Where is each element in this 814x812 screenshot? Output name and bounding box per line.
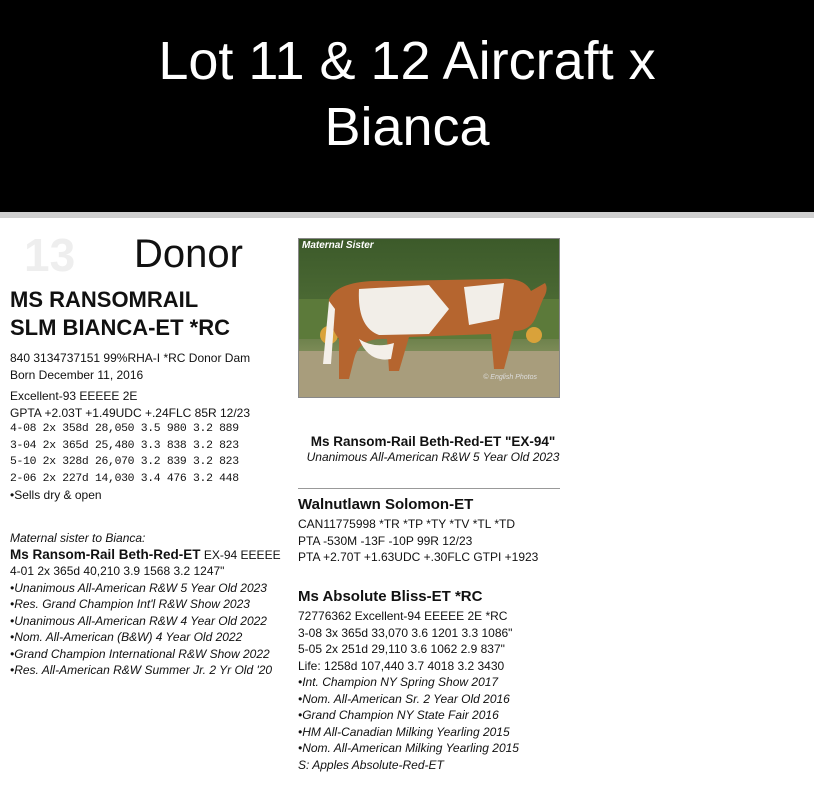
donor-name-line-2: SLM BIANCA-ET *RC xyxy=(10,315,230,340)
sister-score: EX-94 EEEEE xyxy=(200,547,281,562)
maternal-sister-block xyxy=(10,530,281,679)
dam-block xyxy=(298,586,519,773)
sister-name: Ms Ransom-Rail Beth-Red-ET xyxy=(10,546,201,562)
banner-title-line-2: Bianca xyxy=(324,97,490,157)
dam-award: •Grand Champion NY State Fair 2016 xyxy=(298,708,499,722)
sister-award: •Unanimous All-American R&W 4 Year Old 2022 xyxy=(10,613,267,628)
donor-id-block xyxy=(10,350,250,383)
donor-stats xyxy=(10,388,250,504)
dam-line: 72776362 Excellent-94 EEEEE 2E *RC xyxy=(298,609,508,623)
dam-award: •Nom. All-American Sr. 2 Year Old 2016 xyxy=(298,691,510,706)
photo-credit: © English Photos xyxy=(483,374,537,381)
donor-name-line-1: MS RANSOMRAIL xyxy=(10,287,199,312)
sister-award: •Unanimous All-American R&W 5 Year Old 2023 xyxy=(10,580,267,595)
caption-name: Ms Ransom-Rail Beth-Red-ET "EX-94" xyxy=(310,434,556,449)
donor-stat-line: •Sells dry & open xyxy=(10,488,102,502)
dam-award: •HM All-Canadian Milking Yearling 2015 xyxy=(298,724,510,739)
donor-record-line: 5-10 2x 328d 26,070 3.2 839 3.2 823 xyxy=(10,456,239,468)
donor-stat-line: GPTA +2.03T +1.49UDC +.24FLC 85R 12/23 xyxy=(10,405,251,420)
lot-number: 13 xyxy=(24,229,76,281)
sire-line: PTA -530M -13F -10P 99R 12/23 xyxy=(298,533,473,548)
sister-award: •Res. Grand Champion Int'l R&W Show 2023 xyxy=(10,597,250,611)
dam-line: Life: 1258d 107,440 3.7 4018 3.2 3430 xyxy=(298,658,505,673)
banner-title-line-1: Lot 11 & 12 Aircraft x xyxy=(158,31,656,91)
dam-line: 5-05 2x 251d 29,110 3.6 1062 2.9 837" xyxy=(298,642,505,656)
donor-id-line: 840 3134737151 99%RHA-I *RC Donor Dam xyxy=(10,351,251,365)
donor-record-line: 3-04 2x 365d 25,480 3.3 838 3.2 823 xyxy=(10,439,239,452)
caption-sub: Unanimous All-American R&W 5 Year Old 2023 xyxy=(306,450,560,464)
donor-born: Born December 11, 2016 xyxy=(10,367,144,382)
sister-award: •Grand Champion International R&W Show 2022 xyxy=(10,646,270,661)
sister-record: 4-01 2x 365d 40,210 3.9 1568 3.2 1247" xyxy=(10,564,225,578)
donor-stat-line: Excellent-93 EEEEE 2E xyxy=(10,389,138,403)
sister-title xyxy=(10,547,281,564)
sire-line: CAN11775998 *TR *TP *TY *TV *TL *TD xyxy=(298,517,515,531)
sister-award: •Nom. All-American (B&W) 4 Year Old 2022 xyxy=(10,630,243,644)
donor-record-line: 2-06 2x 227d 14,030 3.4 476 3.2 448 xyxy=(10,472,239,485)
photo-label: Maternal Sister xyxy=(302,240,374,251)
donor-name xyxy=(10,286,230,342)
photo-caption xyxy=(298,434,568,466)
sire-block xyxy=(298,494,538,566)
title-banner xyxy=(0,0,814,212)
dam-sire: S: Apples Absolute-Red-ET xyxy=(298,757,444,772)
donor-label: Donor xyxy=(134,232,243,276)
sister-award: •Res. All-American R&W Summer Jr. 2 Yr Old '20 xyxy=(10,663,273,677)
sister-heading: Maternal sister to Bianca: xyxy=(10,531,146,545)
dam-name: Ms Absolute Bliss-ET *RC xyxy=(298,588,483,605)
sire-line: PTA +2.70T +1.63UDC +.30FLC GTPI +1923 xyxy=(298,550,539,564)
section-divider xyxy=(298,488,560,489)
sire-name: Walnutlawn Solomon-ET xyxy=(298,496,474,513)
dam-award: •Int. Champion NY Spring Show 2017 xyxy=(298,675,499,689)
dam-line: 3-08 3x 365d 33,070 3.6 1201 3.3 1086" xyxy=(298,625,513,640)
cow-photo xyxy=(298,238,560,398)
donor-record-line: 4-08 2x 358d 28,050 3.5 980 3.2 889 xyxy=(10,423,239,435)
dam-award: •Nom. All-American Milking Yearling 2015 xyxy=(298,741,519,755)
banner-divider xyxy=(0,212,814,218)
